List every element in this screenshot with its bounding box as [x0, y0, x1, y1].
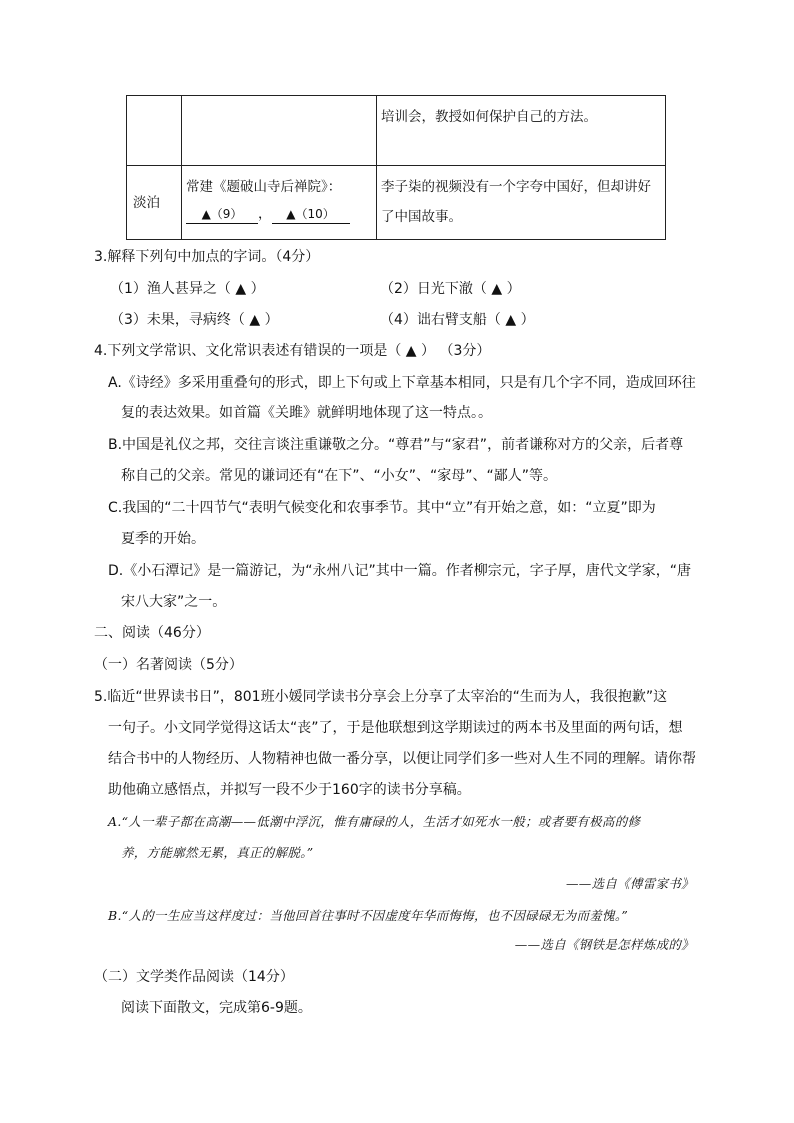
comma: ，: [258, 206, 272, 222]
question-4-stem: 4.下列文学常识、文化常识表述有错误的一项是（ ▲ ） （3分）: [94, 343, 491, 359]
quote-a-line1: A.“人一辈子都在高潮——低潮中浮沉，惟有庸碌的人，生活才如死水一般；或者要有极高的修: [108, 814, 641, 829]
question-5-line3: 结合书中的人物经历、人物精神也做一番分享，以便让同学们多一些对人生不同的理解。请你帮: [108, 751, 696, 767]
table-cell: [182, 96, 377, 166]
poem-title: 常建《题破山寺后禅院》：: [186, 179, 342, 195]
q4-option-b-line2: 称自己的父亲。常见的谦词还有“在下”、“小女”、“家母”、“鄙人”等。: [121, 468, 558, 484]
blank-line: [182, 202, 376, 226]
table-cell: [127, 96, 182, 166]
table-cell: [127, 166, 182, 240]
quote-b-source: ——选自《钢铁是怎样炼成的》: [514, 937, 694, 952]
reading-instruction: 阅读下面散文，完成第6-9题。: [121, 1000, 312, 1016]
q4-option-a-line2: 复的表达效果。如首篇《关雎》就鲜明地体现了这一特点。。: [121, 405, 492, 421]
q3-item-1: （1）渔人甚异之（ ▲ ）: [110, 281, 265, 297]
table-cell: [377, 96, 666, 166]
quote-a-line2: 养，方能廓然无累，真正的解脱。”: [121, 845, 314, 860]
blank-10[interactable]: ▲（10）: [272, 205, 350, 224]
question-5-line2: 一句子。小文同学觉得这话太“丧”了，于是他联想到这学期读过的两本书及里面的两句话，想: [108, 720, 683, 736]
blank-9[interactable]: ▲（9）: [186, 205, 258, 224]
table-cell-text: 培训会，教授如何保护自己的方法。: [381, 109, 597, 125]
q4-option-d-line1: D.《小石潭记》是一篇游记，为“永州八记”其中一篇。作者柳宗元，字子厚，唐代文学家，“唐: [108, 563, 691, 579]
answer-table: [126, 95, 666, 240]
table-cell: [377, 166, 666, 240]
table-cell-text: 李子柒的视频没有一个字夸中国好，但却讲好 了中国故事。: [381, 179, 651, 225]
section-2-title: 二、阅读（46分）: [94, 625, 210, 641]
question-5-line4: 助他确立感悟点，并拟写一段不少于160字的读书分享稿。: [108, 782, 471, 798]
subsection-1-title: （一）名著阅读（5分）: [94, 657, 243, 673]
question-5-line1: 5.临近“世界读书日”，801班小媛同学读书分享会上分享了太宰治的“生而为人，我很抱歉”这: [94, 689, 668, 705]
q4-option-d-line2: 宋八大家”之一。: [121, 594, 227, 610]
table-cell: [182, 166, 377, 240]
subsection-2-title: （二）文学类作品阅读（14分）: [94, 969, 294, 985]
q4-option-c-line2: 夏季的开始。: [121, 531, 205, 547]
q4-option-a-line1: A.《诗经》多采用重叠句的形式，即上下句或上下章基本相同，只是有几个字不同，造成回环往: [108, 375, 696, 391]
quote-a-source: ——选自《傅雷家书》: [565, 876, 694, 891]
q4-option-c-line1: C.我国的“二十四节气“表明气候变化和农事季节。其中“立”有开始之意，如：“立夏”即为: [108, 500, 656, 516]
theme-label: 淡泊: [133, 194, 160, 211]
quote-b: B.“人的一生应当这样度过：当他回首往事时不因虚度年华而悔悔，也不因碌碌无为而羞愧。”: [108, 908, 629, 923]
q3-item-2: （2）日光下澈（ ▲ ）: [380, 281, 521, 297]
question-3-stem: 3.解释下列句中加点的字词。（4分）: [94, 249, 320, 265]
q3-item-4: （4）诎右臂支船（ ▲ ）: [380, 312, 535, 328]
q4-option-b-line1: B.中国是礼仪之邦，交往言谈注重谦敬之分。“尊君”与“家君”，前者谦称对方的父亲，后者尊: [108, 437, 684, 453]
q3-item-3: （3）未果，寻病终（ ▲ ）: [110, 312, 279, 328]
